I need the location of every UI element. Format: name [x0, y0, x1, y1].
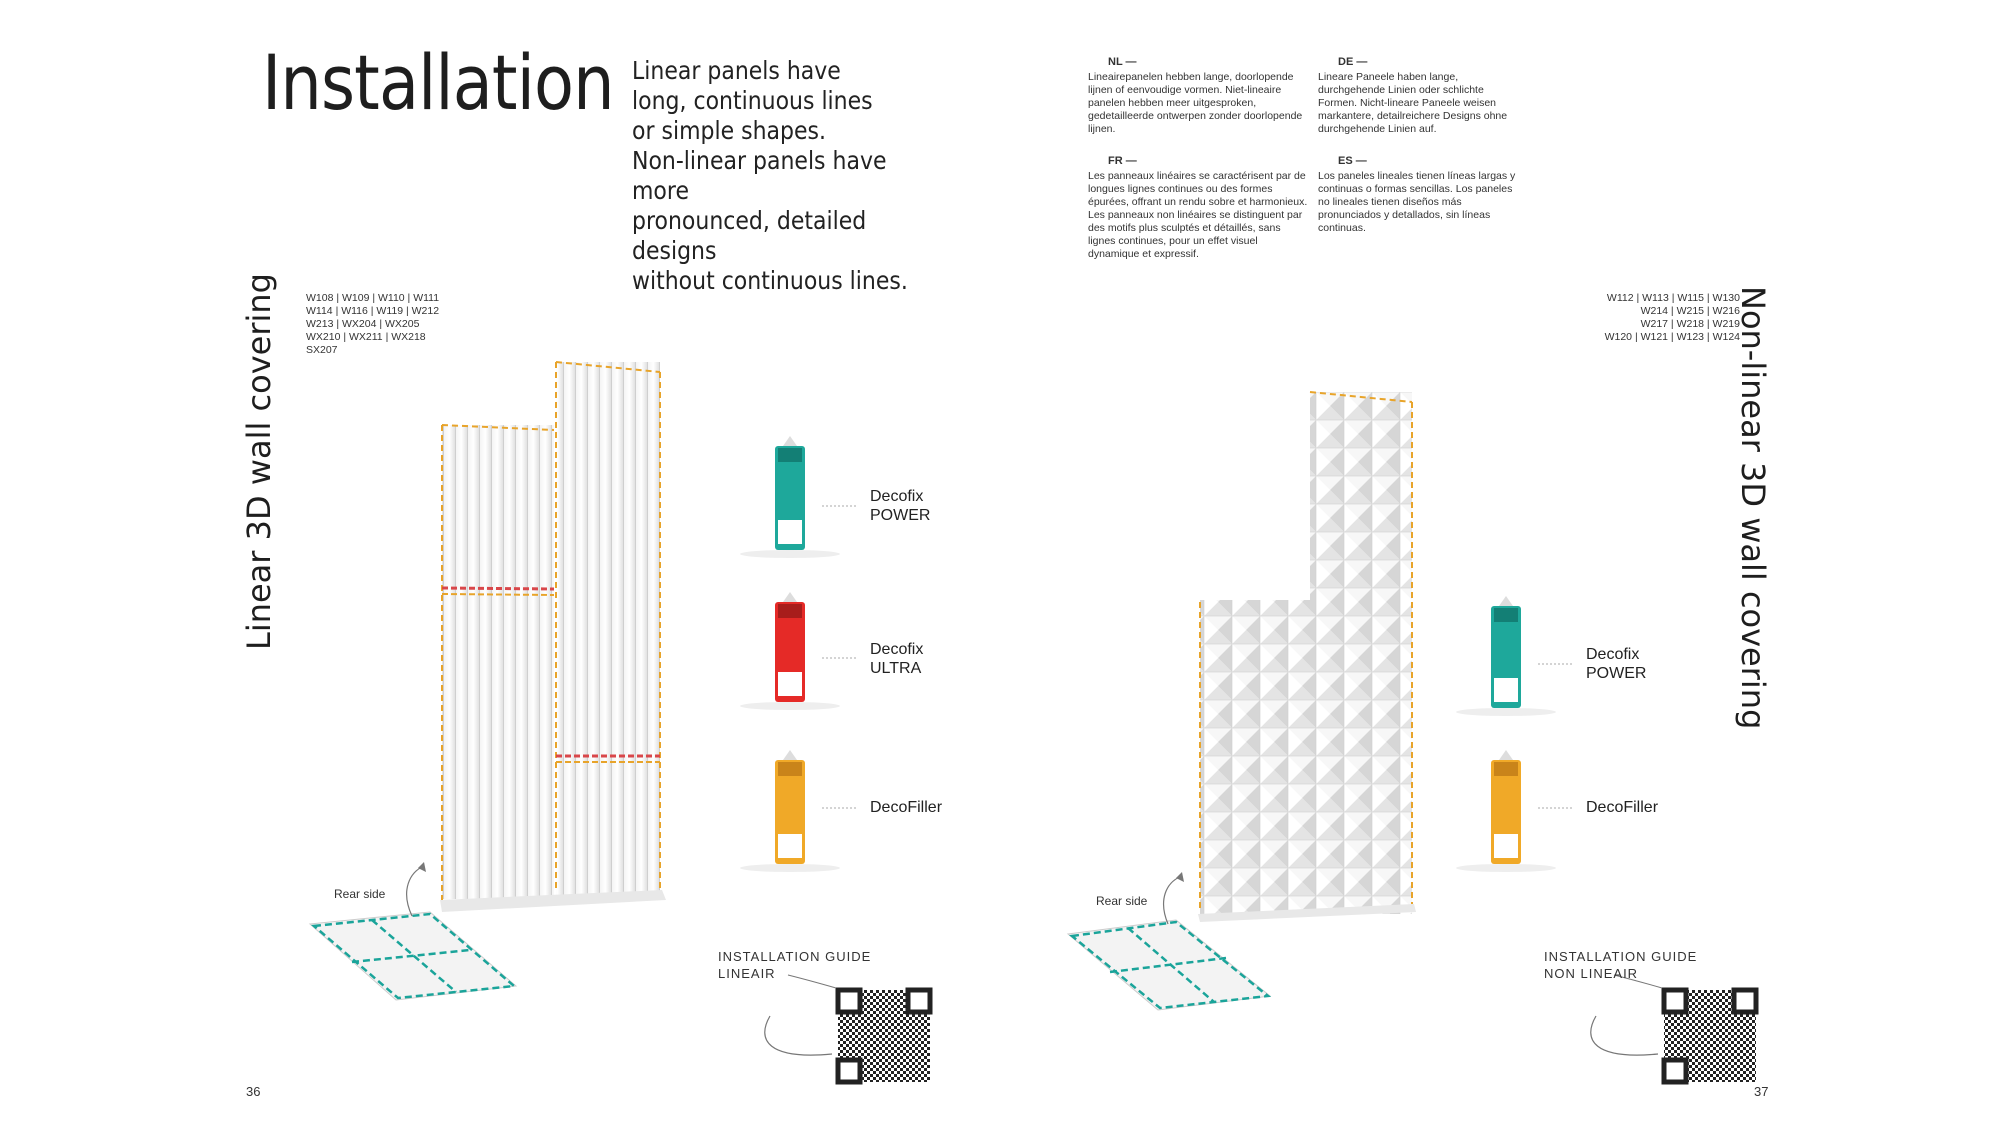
- intro-line: pronounced, detailed designs: [632, 206, 867, 265]
- lang-code: NL —: [1108, 56, 1137, 68]
- linear-panel-illustration: [310, 362, 666, 1000]
- guide-title: INSTALLATION GUIDE: [1544, 949, 1698, 964]
- page-number-right: 37: [1754, 1084, 1769, 1099]
- installation-guide-label: [1544, 948, 1697, 982]
- intro-line: long, continuous lines: [632, 86, 873, 115]
- product-label-decofix-power: [870, 487, 930, 525]
- installation-guide-label: [718, 948, 871, 982]
- guide-type: NON LINEAIR: [1544, 966, 1639, 981]
- product-name: Decofix: [870, 641, 924, 658]
- rear-side-label: Rear side: [1096, 894, 1148, 908]
- right-vertical-title: Non-linear 3D wall covering: [1734, 286, 1772, 730]
- product-label-decofix-power: [1586, 645, 1646, 683]
- nonlinear-panel-illustration: [1068, 392, 1416, 1010]
- lang-text: Les panneaux linéaires se caractérisent par de longues lignes continues ou des formes épurées, offrant un rendu sobre et harmonieux. Les panneaux non linéaires se distinguent par des motifs plus sculptés et détaillés, sans lignes continues, pour un effet visuel dynamique et expressif.: [1088, 170, 1308, 260]
- code-line: W112 | W113 | W115 | W130: [1606, 292, 1740, 304]
- product-name: Decofix: [870, 488, 924, 505]
- code-line: WX210 | WX211 | WX218: [306, 331, 426, 343]
- code-line: SX207: [306, 344, 338, 356]
- rear-side-label: Rear side: [334, 887, 386, 901]
- product-variant: POWER: [870, 507, 931, 524]
- product-label-decofix-ultra: [870, 640, 923, 678]
- page-title: Installation: [262, 38, 614, 127]
- tube-decofix-ultra-left: [740, 592, 840, 710]
- code-line: W213 | WX204 | WX205: [306, 318, 420, 330]
- product-variant: POWER: [1586, 665, 1647, 682]
- product-label-decofiller: [870, 798, 942, 817]
- code-line: W120 | W121 | W123 | W124: [1604, 331, 1740, 343]
- code-line: W114 | W116 | W119 | W212: [306, 305, 440, 317]
- product-label-decofiller: [1586, 798, 1658, 817]
- product-name: Decofix: [1586, 646, 1640, 663]
- code-line: W108 | W109 | W110 | W111: [306, 292, 440, 304]
- guide-type: LINEAIR: [718, 966, 776, 981]
- lang-text: Lineare Paneele haben lange, durchgehende Linien oder schlichte Formen. Nicht-lineare Paneele weisen markantere, detailreichere Designs ohne durchgehende Linien auf.: [1318, 71, 1508, 135]
- intro-line: Non-linear panels have more: [632, 146, 887, 205]
- tube-decofiller-right: [1456, 750, 1556, 872]
- qr-code-left: [838, 990, 930, 1082]
- page-number-left: 36: [246, 1084, 261, 1099]
- code-line: W214 | W215 | W216: [1640, 305, 1740, 317]
- lang-code: ES —: [1338, 155, 1367, 167]
- intro-line: without continuous lines.: [632, 266, 908, 295]
- lang-code: DE —: [1338, 56, 1368, 68]
- product-name: DecoFiller: [870, 799, 943, 816]
- product-name: DecoFiller: [1586, 799, 1659, 816]
- lang-code: FR —: [1108, 155, 1137, 167]
- intro-line: or simple shapes.: [632, 116, 826, 145]
- product-variant: ULTRA: [870, 660, 922, 677]
- intro-line: Linear panels have: [632, 56, 841, 85]
- tube-decofix-power-right: [1456, 596, 1556, 716]
- lang-text: Lineairepanelen hebben lange, doorlopende lijnen of eenvoudige vormen. Niet-lineaire panelen hebben meer uitgesproken, gedetailleerde ontwerpen zonder doorlopende lijnen.: [1088, 71, 1303, 135]
- guide-title: INSTALLATION GUIDE: [718, 949, 872, 964]
- code-line: W217 | W218 | W219: [1640, 318, 1740, 330]
- tube-decofiller-left: [740, 750, 840, 872]
- tube-decofix-power-left: [740, 436, 840, 558]
- lang-text: Los paneles lineales tienen líneas largas y continuas o formas sencillas. Los paneles no lineales tienen diseños más pronunciados y detallados, sin líneas continuas.: [1318, 170, 1516, 234]
- left-vertical-title: Linear 3D wall covering: [240, 273, 278, 650]
- qr-code-right: [1664, 990, 1756, 1082]
